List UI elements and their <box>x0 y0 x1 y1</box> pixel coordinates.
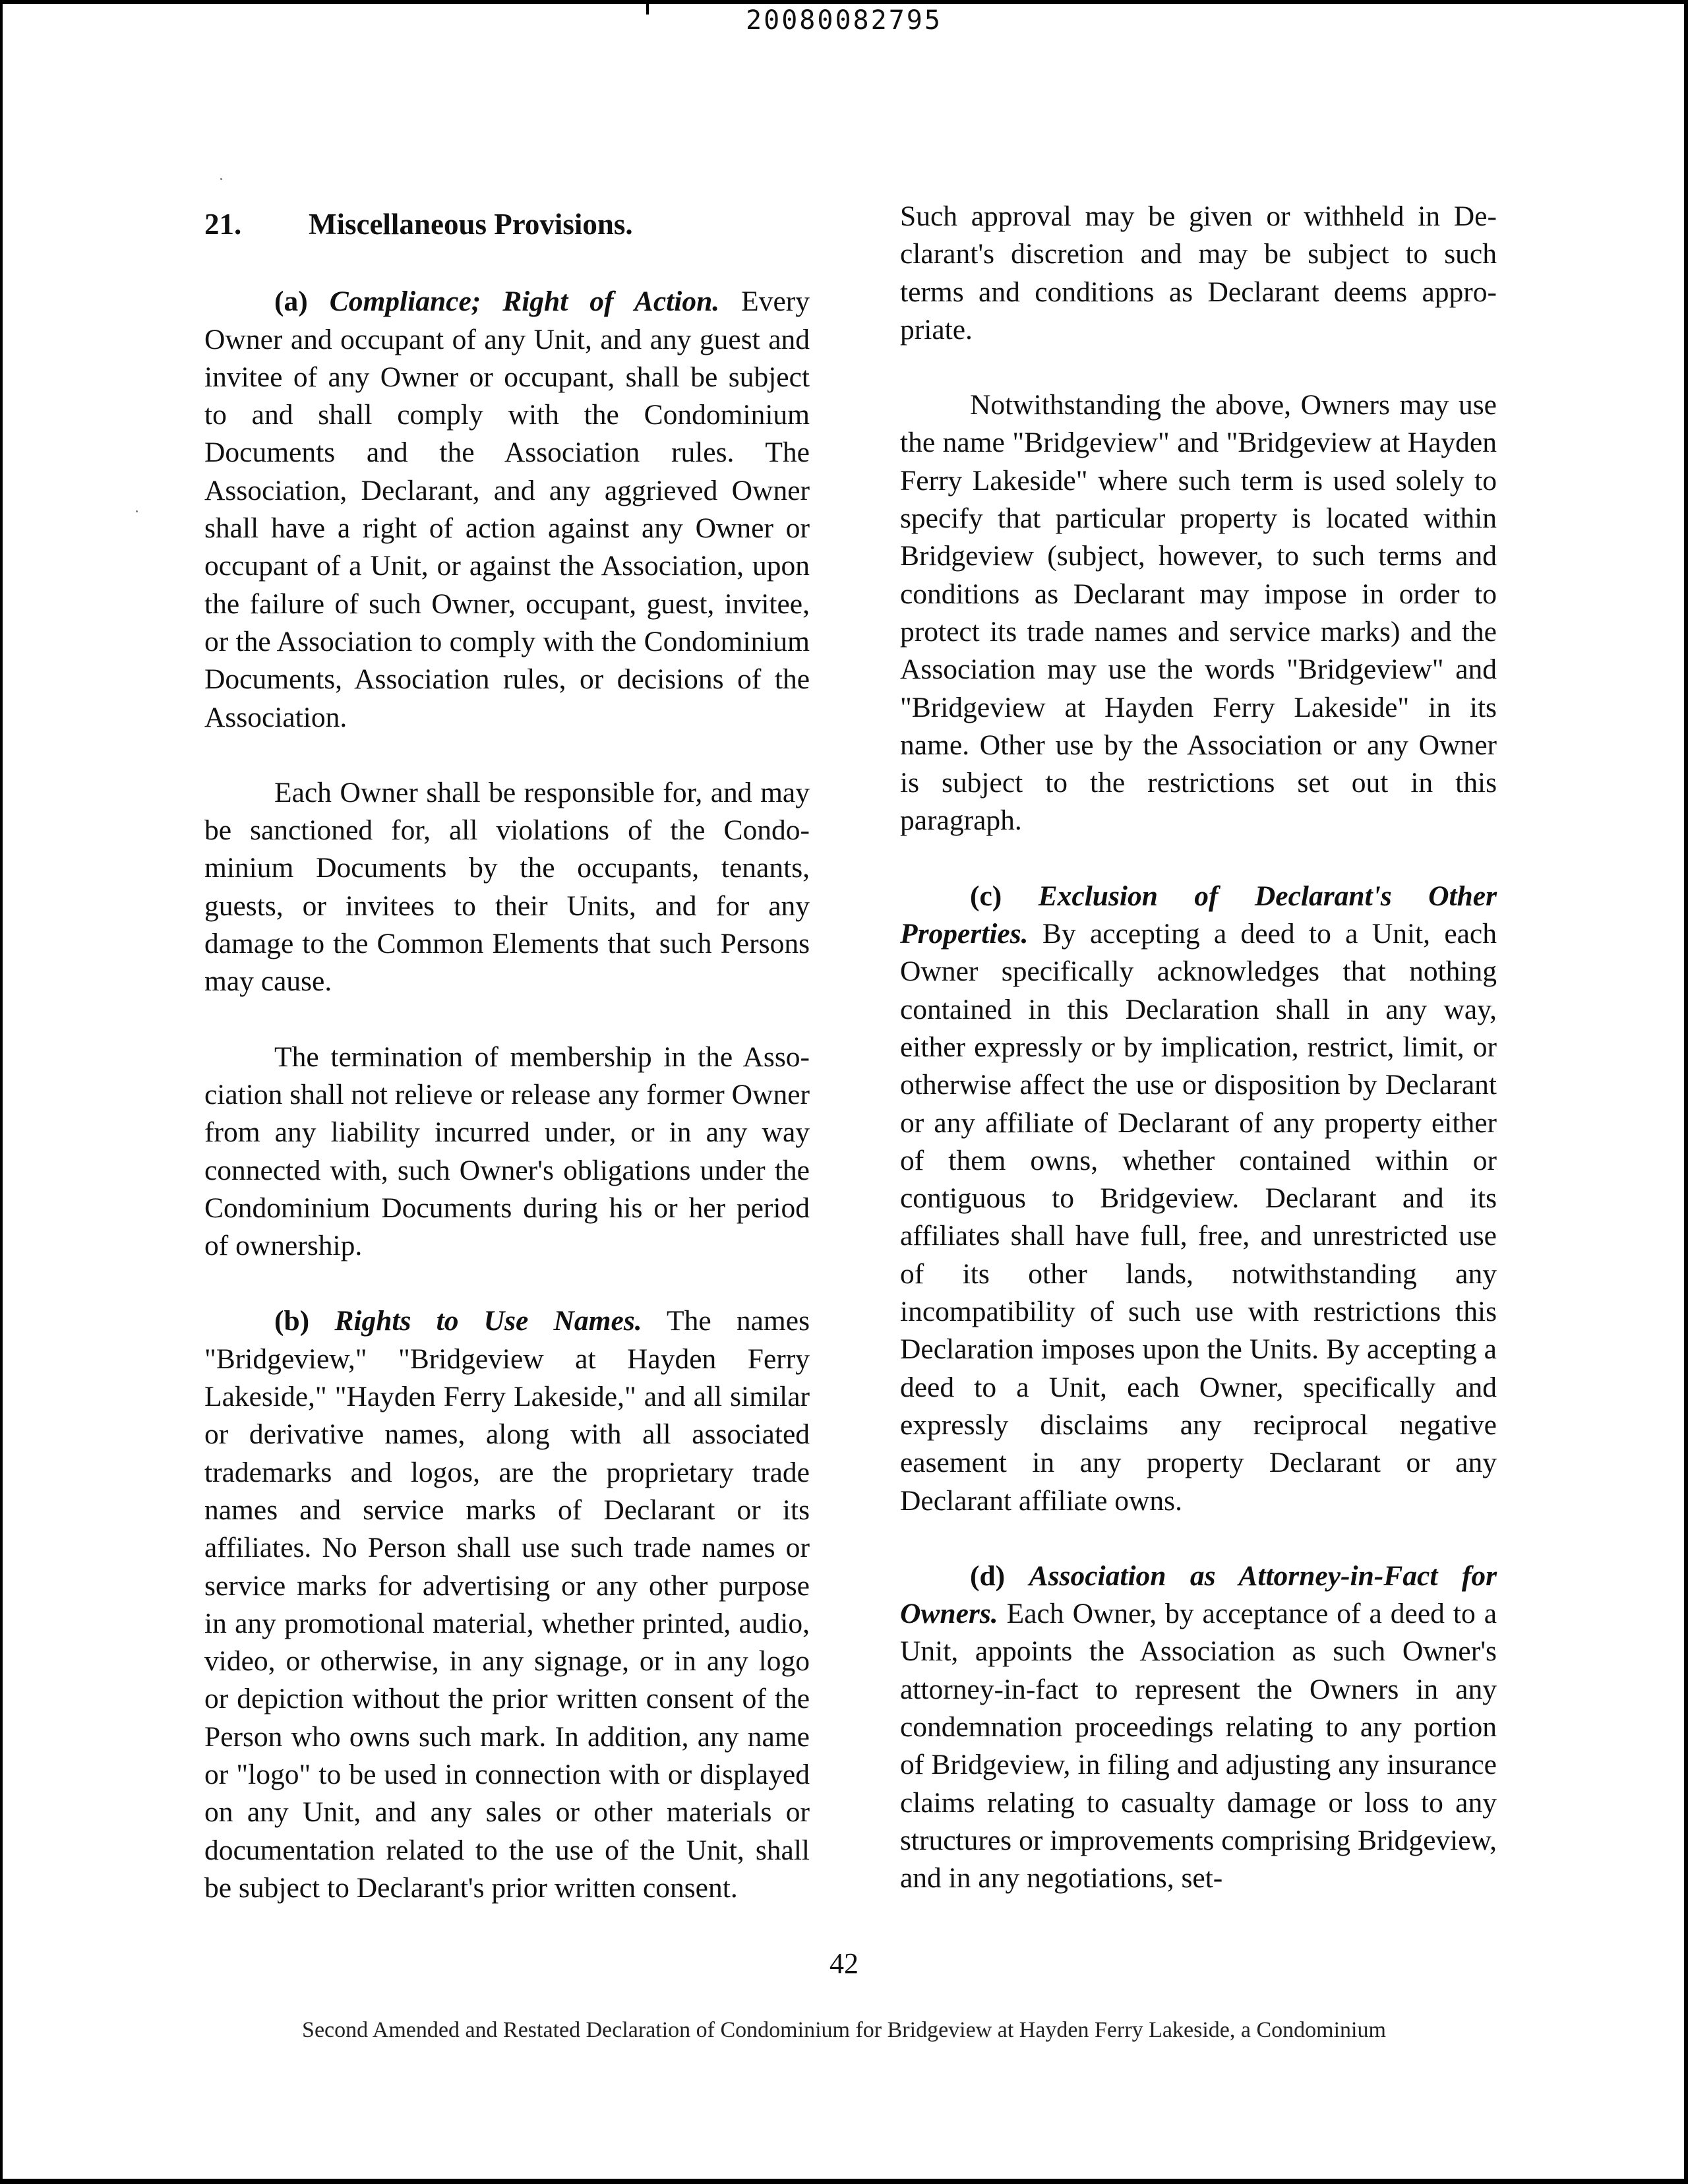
document-number: 20080082795 <box>746 5 942 36</box>
subsection-d <box>900 1558 1497 1898</box>
scan-speck <box>136 510 138 512</box>
subsection-a-title: Compliance; Right of Action. <box>329 286 720 318</box>
subsection-a <box>204 283 810 737</box>
subsection-d-title: Association as Attorney-in-Fact for Owners. <box>900 1560 1497 1630</box>
scan-border-right <box>1684 0 1688 2184</box>
page-footer: Second Amended and Restated Declaration of Condominium for Bridgeview at Hayden Ferry Lakeside, a Condominium <box>302 2018 1386 2042</box>
scan-border-bottom <box>0 2179 1688 2184</box>
scan-border-left <box>0 0 3 2184</box>
subsection-a-text: Every Owner and occupant of any Unit, and any guest and invitee of any Owner or occupant, shall be subject to and shall comply with the Condominium Documents and the Association rules. The Association, Declarant, and any aggrieved Owner shall have a right of action against any Owner or occupant of a Unit, or against the Association, upon the failure of such Owner, occupant, guest, invitee, or the Association to comply with the Condominium Documents, Association rules, or decisions of the Association. <box>204 286 810 733</box>
subsection-a-paragraph-2: Each Owner shall be responsible for, and may be sanctioned for, all violations of the Condominium Documents by the occupants, tenants, guests, or invitees to their Units, and for any damage to the Common Elements that such Persons may cause. <box>204 776 810 998</box>
subsection-b-label: (b) <box>274 1305 310 1337</box>
section-number: 21. <box>204 208 242 241</box>
subsection-c <box>900 878 1497 1520</box>
scan-border-top <box>0 0 1688 4</box>
subsection-a-paragraph-3: The termination of membership in the Association shall not relieve or release any former Owner from any liability incurred under, or in any way connected with, such Owner's obligations under the Condominium Documents during his or her period of ownership. <box>204 1041 810 1262</box>
subsection-c-title: Exclusion of Declarant's Other Properties. <box>900 880 1497 950</box>
subsection-c-label: (c) <box>970 880 1002 912</box>
section-heading <box>204 206 810 243</box>
right-column <box>900 198 1497 1935</box>
subsection-d-label: (d) <box>970 1560 1006 1592</box>
scan-speck <box>220 178 222 180</box>
subsection-c-text: By accepting a deed to a Unit, each Owner specifically acknowledges that nothing contained in this Declaration shall in any way, either expressly or by implication, restrict, limit, or otherwise affect the use or disposition by Declarant or any affiliate of Declarant of any property either of them owns, whether contained within or contiguous to Bridgeview. Declarant and its affiliates shall have full, free, and unrestricted use of its other lands, notwithstanding any incompatibility of such use with restrictions this Declaration imposes upon the Units. By accepting a deed to a Unit, each Owner, specifically and expressly disclaims any reciprocal negative easement in any property Declarant or any Declarant affiliate owns. <box>900 918 1497 1517</box>
subsection-d-text: Each Owner, by acceptance of a deed to a Unit, appoints the Association as such Owner's attorney-in-fact to represent the Owners in any condemnation proceedings relating to any portion of Bridgeview, in filing and adjusting any insurance claims relating to casualty damage or loss to any structures or improvements comprising Bridgeview, and in any negotiations, set- <box>900 1598 1497 1895</box>
subsection-b-continued: Such approval may be given or withheld in Declarant's discretion and may be subject to such terms and conditions as Declarant deems appropriate. <box>900 200 1497 346</box>
subsection-a-label: (a) <box>274 286 308 318</box>
page-number: 42 <box>829 1947 859 1980</box>
section-title: Miscellaneous Provisions. <box>309 208 633 241</box>
subsection-b-text: The names "Bridgeview," "Bridgeview at Hayden Ferry Lakeside," "Hayden Ferry Lakeside," and all similar or derivative names, along with all associated trademarks and logos, are the proprietary trade names and service marks of Declarant or its affiliates. No Person shall use such trade names or service marks for advertising or any other purpose in any promotional material, whether printed, audio, video, or otherwise, in any signage, or in any logo or depiction without the prior written consent of the Person who owns such mark. In addition, any name or "logo" to be used in connection with or displayed on any Unit, and any sales or other materials or documentation related to the use of the Unit, shall be subject to Declarant's prior written consent. <box>204 1305 810 1904</box>
left-column <box>204 198 810 1945</box>
subsection-b-title: Rights to Use Names. <box>334 1305 642 1337</box>
subsection-b-paragraph-2: Notwithstanding the above, Owners may use the name "Bridgeview" and "Bridgeview at Hayden Ferry Lakeside" where such term is used solely to specify that particular property is located within Bridgeview (subject, however, to such terms and conditions as Declarant may impose in order to protect its trade names and service marks) and the Association may use the words "Bridgeview" and "Bridgeview at Hayden Ferry Lakeside" in its name. Other use by the Association or any Owner is subject to the restrictions set out in this paragraph. <box>900 389 1497 837</box>
subsection-b <box>204 1302 810 1907</box>
